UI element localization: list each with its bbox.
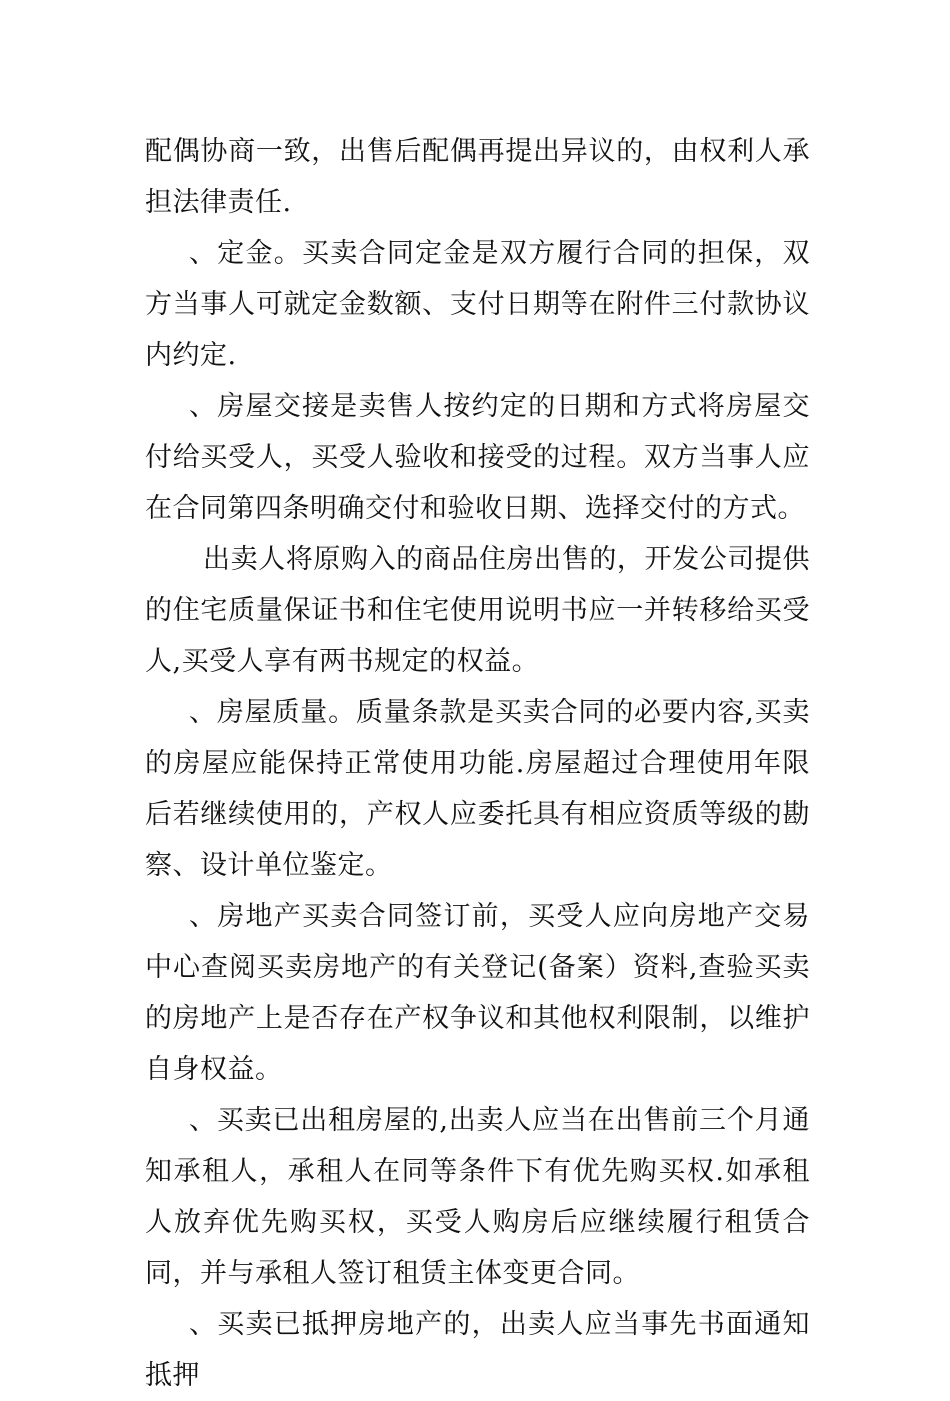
- paragraph-house-handover: 、房屋交接是卖售人按约定的日期和方式将房屋交付给买受人，买受人验收和接受的过程。双方当事人应在合同第四条明确交付和验收日期、选择交付的方式。: [145, 391, 810, 524]
- paragraph-rented-house: 、买卖已出租房屋的,出卖人应当在出售前三个月通知承租人，承租人在同等条件下有优先购买权.如承租人放弃优先购买权，买受人购房后应继续履行租赁合同，并与承租人签订租赁主体变更合同。: [145, 1105, 810, 1289]
- document-body: [145, 126, 810, 1401]
- paragraph-quality-guarantee: 出卖人将原购入的商品住房出售的，开发公司提供的住宅质量保证书和住宅使用说明书应一并转移给买受人,买受人享有两书规定的权益。: [145, 544, 810, 677]
- paragraph-house-quality: 、房屋质量。质量条款是买卖合同的必要内容,买卖的房屋应能保持正常使用功能.房屋超过合理使用年限后若继续使用的，产权人应委托具有相应资质等级的勘察、设计单位鉴定。: [145, 697, 810, 881]
- paragraph-registration-check: 、房地产买卖合同签订前，买受人应向房地产交易中心查阅买卖房地产的有关登记(备案）资料,查验买卖的房地产上是否存在产权争议和其他权利限制，以维护自身权益。: [145, 901, 810, 1085]
- paragraph-mortgaged-property: 、买卖已抵押房地产的，出卖人应当事先书面通知抵押: [145, 1309, 810, 1391]
- paragraph-spouse-consent: 配偶协商一致，出售后配偶再提出异议的，由权利人承担法律责任.: [145, 136, 810, 218]
- paragraph-deposit: 、定金。买卖合同定金是双方履行合同的担保，双方当事人可就定金数额、支付日期等在附件三付款协议内约定.: [145, 238, 810, 371]
